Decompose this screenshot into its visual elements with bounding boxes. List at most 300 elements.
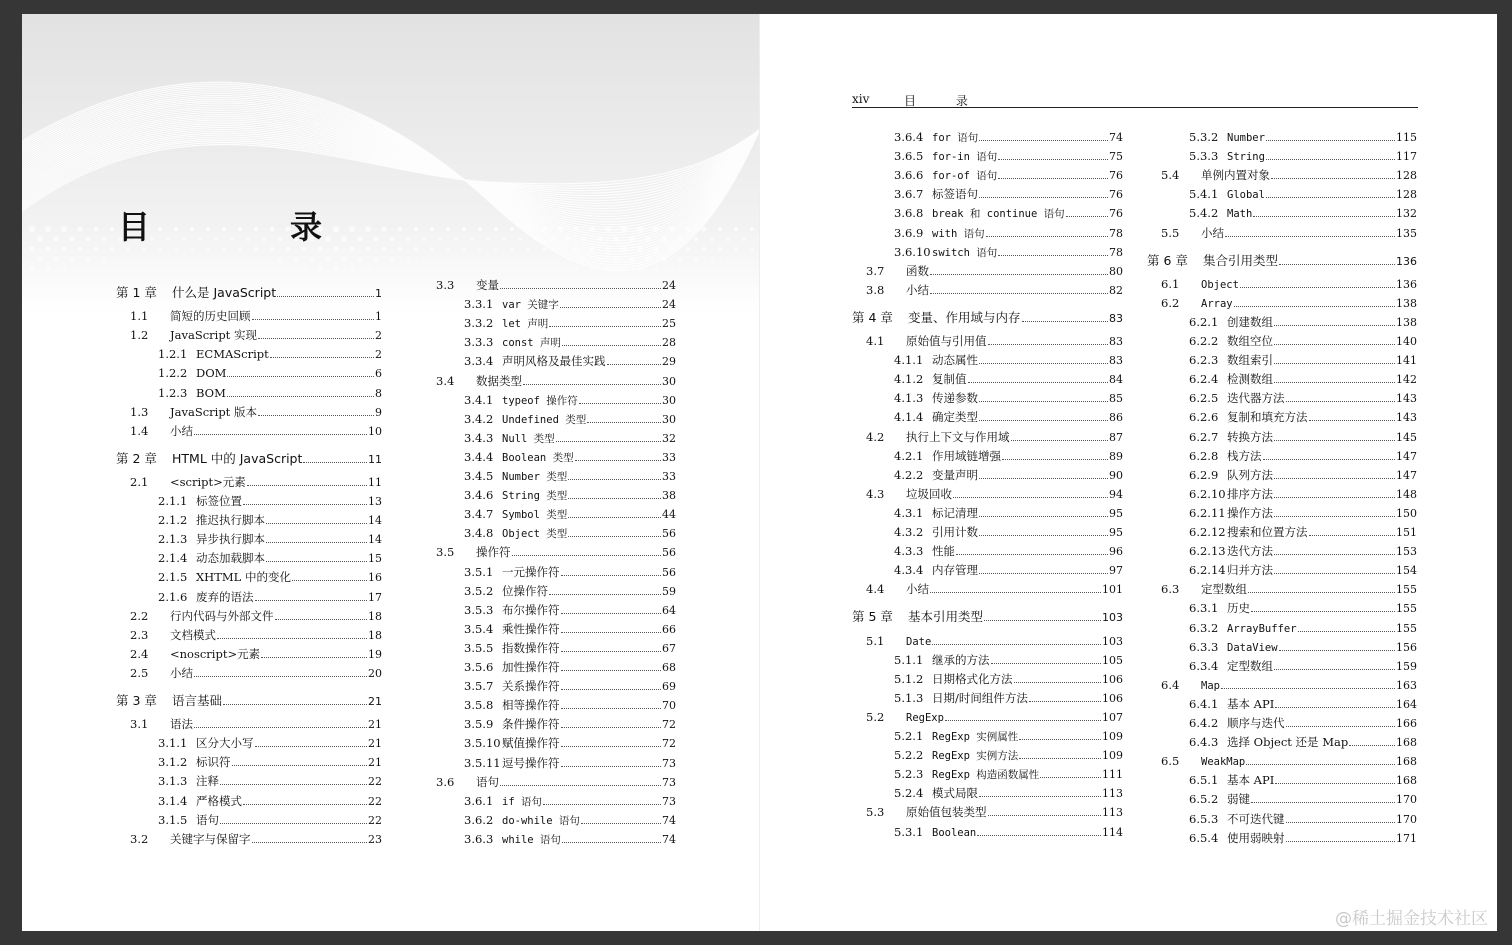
toc-entry-number: 6.4.2 <box>1189 716 1219 730</box>
halftone-dot <box>342 257 346 261</box>
toc-entry-page: 73 <box>662 756 676 770</box>
halftone-dot <box>719 268 721 270</box>
toc-entry-number: 3.3.3 <box>464 335 494 350</box>
toc-entry-page: 141 <box>1396 354 1417 368</box>
toc-entry <box>1189 527 1417 539</box>
halftone-dot <box>184 279 185 280</box>
leader-dots <box>561 746 662 747</box>
halftone-dot <box>743 258 745 260</box>
toc-entry <box>1189 336 1417 348</box>
halftone-dot <box>495 248 498 251</box>
toc-entry <box>866 336 1123 348</box>
halftone-dot <box>752 289 753 290</box>
leader-dots <box>258 415 374 416</box>
toc-entry <box>158 368 382 380</box>
toc-entry <box>464 471 676 483</box>
leader-dots <box>1286 726 1396 727</box>
toc-entry-number: 2.5 <box>130 665 149 680</box>
halftone-dot <box>381 226 386 231</box>
toc-entry <box>464 356 676 368</box>
toc-entry-title: 原始值包装类型 <box>906 805 987 820</box>
toc-entry-title: Object <box>1201 278 1239 291</box>
halftone-dot <box>279 258 282 261</box>
halftone-dot <box>159 248 162 251</box>
toc-entry-title: 异步执行脚本 <box>196 532 265 547</box>
toc-entry <box>464 738 676 750</box>
toc-entry-number: 1.2.3 <box>158 385 188 400</box>
halftone-dot <box>136 279 137 280</box>
leader-dots <box>560 307 661 308</box>
toc-entry-title: 位操作符 <box>502 583 548 598</box>
halftone-dot <box>350 267 353 270</box>
toc-entry-number: 5.3.3 <box>1189 149 1219 164</box>
toc-entry <box>464 509 676 521</box>
toc-entry-title: 废弃的语法 <box>196 589 254 604</box>
toc-entry-number: 6.5 <box>1161 754 1180 769</box>
toc-entry <box>130 608 382 623</box>
leader-dots <box>998 178 1108 179</box>
toc-entry <box>1161 225 1417 240</box>
toc-entry-page: 83 <box>1109 354 1123 368</box>
halftone-dot <box>431 248 434 251</box>
toc-entry-number: 6.2.9 <box>1189 467 1219 482</box>
toc-entry-number: 3.4.3 <box>464 430 494 445</box>
leader-dots <box>979 478 1108 479</box>
toc-entry-title: 动态加载脚本 <box>196 551 265 566</box>
toc-entry-number: 3.4.2 <box>464 411 494 426</box>
toc-entry-title: 创建数组 <box>1227 314 1273 329</box>
leader-dots <box>1022 321 1108 322</box>
toc-entry-title: Math <box>1227 208 1253 221</box>
toc-entry-page: 14 <box>368 514 382 528</box>
toc-entry-title: String <box>1227 151 1265 164</box>
toc-entry-title: 垃圾回收 <box>906 486 952 501</box>
toc-entry-number: 3.5.4 <box>464 621 494 636</box>
halftone-dot <box>527 268 528 269</box>
halftone-dot <box>422 237 426 241</box>
toc-entry-page: 70 <box>662 699 676 713</box>
leader-dots <box>194 727 367 728</box>
halftone-dot <box>502 237 505 240</box>
halftone-dot <box>183 258 185 260</box>
halftone-dot <box>711 258 714 261</box>
toc-entry <box>130 719 382 731</box>
toc-entry-number: 4.1.3 <box>894 391 924 406</box>
leader-dots <box>194 434 367 435</box>
halftone-dot <box>614 257 618 261</box>
toc-entry-title: for-in 语句 <box>932 151 998 164</box>
toc-entry-title: 继承的方法 <box>932 652 990 667</box>
halftone-dot <box>637 226 643 232</box>
halftone-dot <box>742 237 746 241</box>
halftone-dot <box>310 257 314 261</box>
toc-entry-page: 136 <box>1396 277 1417 291</box>
toc-entry <box>158 589 382 604</box>
toc-entry-title: 性能 <box>932 544 955 559</box>
toc-entry-number: 2.3 <box>130 627 149 642</box>
toc-entry-page: 44 <box>662 508 676 522</box>
toc-entry <box>894 244 1123 259</box>
toc-entry-number: 3.5.6 <box>464 660 494 674</box>
toc-entry-page: 22 <box>368 813 382 827</box>
site-watermark: @稀土掘金技术社区 <box>1335 909 1488 929</box>
toc-entry <box>1189 314 1417 329</box>
toc-entry-title: 函数 <box>906 263 929 278</box>
leader-dots <box>232 765 368 766</box>
halftone-dot <box>38 257 42 261</box>
toc-entry-page: 168 <box>1396 774 1417 788</box>
leader-dots <box>1240 287 1395 288</box>
toc-entry-number: 2.1.3 <box>158 532 188 547</box>
leader-dots <box>270 357 374 358</box>
halftone-dot <box>392 299 393 300</box>
toc-entry-number: 3.6.10 <box>894 244 931 259</box>
decorative-wave-background <box>22 14 760 314</box>
halftone-dot <box>589 226 594 231</box>
leader-dots <box>1279 650 1395 651</box>
toc-entry-number: 3.5.1 <box>464 564 494 579</box>
toc-entry-title: 集合引用类型 <box>1203 252 1279 268</box>
toc-entry <box>894 189 1123 201</box>
toc-entry-title: <noscript>元素 <box>170 646 261 661</box>
halftone-dot <box>94 247 98 251</box>
toc-entry-title: 操作符 <box>476 545 511 560</box>
toc-entry-title: 单例内置对象 <box>1201 168 1270 183</box>
toc-entry-page: 84 <box>1109 373 1123 387</box>
toc-entry-page: 94 <box>1109 487 1123 501</box>
toc-entry-number: 4.3.4 <box>894 563 924 578</box>
leader-dots <box>266 561 367 562</box>
toc-entry-number: 3.4 <box>436 373 455 388</box>
toc-entry-number: 3.1 <box>130 717 149 732</box>
toc-entry-title: 数组索引 <box>1227 353 1273 368</box>
toc-entry-title: 严格模式 <box>196 793 242 808</box>
toc-entry-page: 156 <box>1396 640 1417 654</box>
toc-entry-number: 3.1.3 <box>158 774 188 789</box>
halftone-dot <box>390 237 394 241</box>
halftone-dot <box>687 268 689 270</box>
toc-entry-number: 3.4.1 <box>464 392 494 407</box>
toc-entry-title: 引用计数 <box>932 525 978 539</box>
toc-entry-title: 数据类型 <box>476 373 522 388</box>
toc-entry-title: 标记清理 <box>932 505 978 520</box>
toc-entry <box>464 583 676 598</box>
leader-dots <box>561 613 662 614</box>
toc-entry-number: 3.6.6 <box>894 168 924 183</box>
leader-dots <box>266 523 367 524</box>
halftone-dot <box>598 237 603 242</box>
toc-entry-number: 5.3 <box>866 805 885 820</box>
toc-entry-page: 33 <box>662 450 676 464</box>
leader-dots <box>945 720 1101 721</box>
halftone-dot <box>47 288 49 290</box>
toc-entry-page: 1 <box>375 310 382 324</box>
toc-entry-title: 一元操作符 <box>502 564 560 579</box>
toc-entry-number: 6.2.7 <box>1189 429 1219 444</box>
halftone-dot <box>384 289 385 290</box>
leader-dots <box>561 651 662 652</box>
toc-entry-title: 弱键 <box>1227 792 1250 807</box>
halftone-dot <box>375 278 377 280</box>
leader-dots <box>568 517 661 518</box>
leader-dots <box>255 600 368 601</box>
toc-entry-title: 操作方法 <box>1227 505 1273 520</box>
toc-entry <box>130 423 382 438</box>
halftone-dot <box>53 236 58 241</box>
toc-entry-number: 第 5 章 <box>852 609 893 625</box>
leader-dots <box>979 516 1108 517</box>
leader-dots <box>220 823 367 824</box>
halftone-dot <box>696 299 697 300</box>
toc-entry <box>894 690 1123 705</box>
toc-entry-title: 归并方法 <box>1227 563 1273 578</box>
toc-entry-page: 97 <box>1109 564 1123 578</box>
halftone-dot <box>446 227 450 231</box>
toc-entry-number: 3.6.3 <box>464 831 494 846</box>
halftone-dot <box>678 257 681 260</box>
halftone-dot <box>551 258 553 260</box>
toc-entry-title: Date <box>906 635 932 648</box>
leader-dots <box>1274 669 1395 670</box>
halftone-dot <box>638 247 643 252</box>
toc-entry <box>1189 811 1417 826</box>
halftone-dot <box>232 279 233 280</box>
toc-entry-number: 3.5.9 <box>464 717 494 732</box>
toc-entry <box>866 282 1123 297</box>
toc-entry-title: 动态属性 <box>932 353 978 368</box>
halftone-dot <box>470 237 473 240</box>
toc-entry-page: 76 <box>1109 169 1123 183</box>
toc-entry-page: 24 <box>662 279 676 292</box>
toc-entry-page: 74 <box>662 832 676 846</box>
toc-entry-title: 小结 <box>170 665 193 680</box>
toc-entry-page: 76 <box>1109 188 1123 202</box>
toc-chapter-entry <box>116 450 382 466</box>
halftone-dot <box>669 226 675 232</box>
halftone-dot <box>88 299 89 300</box>
toc-entry-title: 标签位置 <box>196 494 242 508</box>
toc-entry-title: ArrayBuffer <box>1227 622 1297 635</box>
toc-entry-number: 3.4.4 <box>464 449 494 464</box>
toc-entry-number: 6.2.6 <box>1189 410 1219 425</box>
leader-dots <box>979 363 1108 364</box>
halftone-dot <box>359 278 361 280</box>
halftone-dot <box>558 247 561 250</box>
halftone-dot <box>406 237 410 241</box>
toc-entry <box>894 671 1123 686</box>
halftone-dot <box>63 268 66 271</box>
toc-entry-title: 关系操作符 <box>502 679 560 694</box>
halftone-dot <box>423 278 424 279</box>
toc-entry-number: 1.1 <box>130 309 149 324</box>
toc-entry <box>894 769 1123 781</box>
toc-entry-number: 6.3.3 <box>1189 639 1219 654</box>
toc-entry-number: 6.5.3 <box>1189 811 1219 826</box>
contents-title: 目 录 <box>118 208 377 246</box>
toc-entry-number: 3.5 <box>436 545 455 560</box>
toc-entry-page: 87 <box>1109 430 1123 444</box>
toc-entry-page: 24 <box>662 298 676 312</box>
toc-entry <box>1161 276 1417 291</box>
toc-entry-number: 6.2.11 <box>1189 505 1226 520</box>
toc-entry-title: 赋值操作符 <box>502 736 560 751</box>
leader-dots <box>1286 401 1396 402</box>
toc-entry-title: 乘性操作符 <box>502 621 560 636</box>
toc-entry-page: 28 <box>662 336 676 350</box>
halftone-dot <box>463 268 464 269</box>
toc-entry-page: 154 <box>1396 564 1417 578</box>
toc-entry-title: 日期/时间组件方法 <box>932 690 1028 705</box>
toc-entry <box>894 448 1123 463</box>
toc-entry-title: XHTML 中的变化 <box>196 570 291 585</box>
halftone-dot <box>55 278 58 281</box>
halftone-dot <box>670 247 674 251</box>
toc-entry-page: 76 <box>1109 207 1123 221</box>
leader-dots <box>1253 216 1395 217</box>
toc-entry <box>894 208 1123 220</box>
running-header <box>852 92 1418 108</box>
toc-entry-title: 注释 <box>196 774 219 789</box>
halftone-dot <box>408 299 409 300</box>
halftone-dot <box>239 268 241 270</box>
halftone-dot <box>199 258 201 260</box>
halftone-dot <box>96 289 97 290</box>
halftone-dot <box>215 258 217 260</box>
halftone-dot <box>70 257 74 261</box>
toc-entry-title: 语言基础 <box>172 693 223 708</box>
halftone-dot <box>695 278 697 280</box>
toc-entry-number: 3.6 <box>436 774 455 789</box>
halftone-dot <box>127 268 129 270</box>
halftone-dot <box>703 268 705 270</box>
toc-entry-number: 2.2 <box>130 608 149 623</box>
toc-entry <box>1189 467 1417 482</box>
halftone-dot <box>526 227 530 231</box>
halftone-dot <box>318 267 321 270</box>
leader-dots <box>227 376 374 377</box>
toc-entry-number: 3.6.5 <box>894 149 924 164</box>
halftone-dot <box>263 258 266 261</box>
toc-entry-number: 6.2 <box>1161 295 1180 310</box>
toc-entry-number: 6.5.2 <box>1189 792 1219 807</box>
toc-entry-number: 5.1.2 <box>894 671 924 686</box>
toc-entry-page: 107 <box>1102 710 1123 724</box>
leader-dots <box>1040 777 1101 778</box>
halftone-dot <box>622 247 627 252</box>
toc-entry <box>894 652 1123 667</box>
toc-entry-title: WeakMap <box>1201 756 1246 769</box>
halftone-dot <box>294 257 297 260</box>
toc-entry-number: 6.3 <box>1161 582 1180 597</box>
toc-entry-page: 105 <box>1102 653 1123 667</box>
toc-entry-number: 第 6 章 <box>1147 252 1188 268</box>
leader-dots <box>1275 783 1395 784</box>
toc-entry-page: 153 <box>1396 545 1417 559</box>
halftone-dot <box>718 227 723 232</box>
halftone-dot <box>629 236 634 241</box>
leader-dots <box>1309 535 1396 536</box>
halftone-dot <box>688 289 689 290</box>
halftone-dot <box>654 267 657 270</box>
toc-entry <box>464 793 676 808</box>
leader-dots <box>979 420 1108 421</box>
toc-entry-number: 第 4 章 <box>852 309 893 325</box>
leader-dots <box>561 670 662 671</box>
toc-entry <box>464 564 676 579</box>
leader-dots <box>968 382 1109 383</box>
halftone-dot <box>415 268 417 270</box>
toc-entry-number: 5.2 <box>866 709 885 724</box>
toc-entry <box>130 665 382 680</box>
toc-entry-page: 95 <box>1109 506 1123 520</box>
toc-entry-number: 4.4 <box>866 582 885 597</box>
halftone-dot <box>432 289 433 290</box>
leader-dots <box>1221 688 1395 689</box>
leader-dots <box>562 345 661 346</box>
leader-dots <box>561 575 662 576</box>
toc-entry-number: 4.2.1 <box>894 448 924 463</box>
toc-entry-page: 114 <box>1102 825 1123 839</box>
halftone-dot <box>559 268 561 270</box>
toc-entry <box>1189 603 1417 615</box>
halftone-dot <box>39 298 41 300</box>
toc-entry-page: 170 <box>1396 793 1417 807</box>
leader-dots <box>243 504 367 505</box>
halftone-dot <box>271 268 273 270</box>
toc-entry-title: Null 类型 <box>502 432 555 445</box>
leader-dots <box>1019 758 1101 759</box>
toc-entry <box>866 429 1123 444</box>
halftone-dot <box>279 278 280 279</box>
leader-dots <box>223 704 367 705</box>
leader-dots <box>258 338 374 339</box>
leader-dots <box>953 497 1108 498</box>
halftone-dot <box>679 278 681 280</box>
toc-entry-number: 3.5.2 <box>464 583 494 598</box>
toc-entry <box>436 774 676 789</box>
leader-dots <box>1349 745 1395 746</box>
halftone-dot <box>200 279 201 280</box>
halftone-dot <box>45 226 51 232</box>
halftone-dot <box>168 279 169 280</box>
leader-dots <box>979 140 1108 141</box>
toc-entry-title: 小结 <box>906 582 929 597</box>
halftone-dot <box>430 227 434 231</box>
leader-dots <box>247 485 367 486</box>
halftone-dot <box>574 247 578 251</box>
toc-entry-number: 3.1.2 <box>158 755 188 770</box>
toc-entry <box>130 330 382 342</box>
toc-entry <box>1161 295 1417 310</box>
halftone-dot <box>463 248 466 251</box>
toc-entry-title: 确定类型 <box>932 410 978 425</box>
toc-entry-title: <script>元素 <box>170 474 246 489</box>
toc-entry-page: 2 <box>375 348 382 362</box>
leader-dots <box>561 708 662 709</box>
halftone-dot <box>735 248 738 251</box>
halftone-dot <box>416 289 417 290</box>
toc-entry <box>894 565 1123 577</box>
halftone-dot <box>439 258 441 260</box>
toc-entry-page: 80 <box>1109 264 1123 278</box>
toc-entry-number: 6.3.4 <box>1189 658 1219 673</box>
toc-entry <box>866 709 1123 724</box>
toc-entry-title: 使用弱映射 <box>1227 830 1285 845</box>
toc-entry-number: 3.4.6 <box>464 488 494 503</box>
toc-entry-number: 4.3.3 <box>894 544 924 559</box>
toc-entry-number: 3.6.2 <box>464 812 494 827</box>
toc-entry <box>158 496 382 508</box>
